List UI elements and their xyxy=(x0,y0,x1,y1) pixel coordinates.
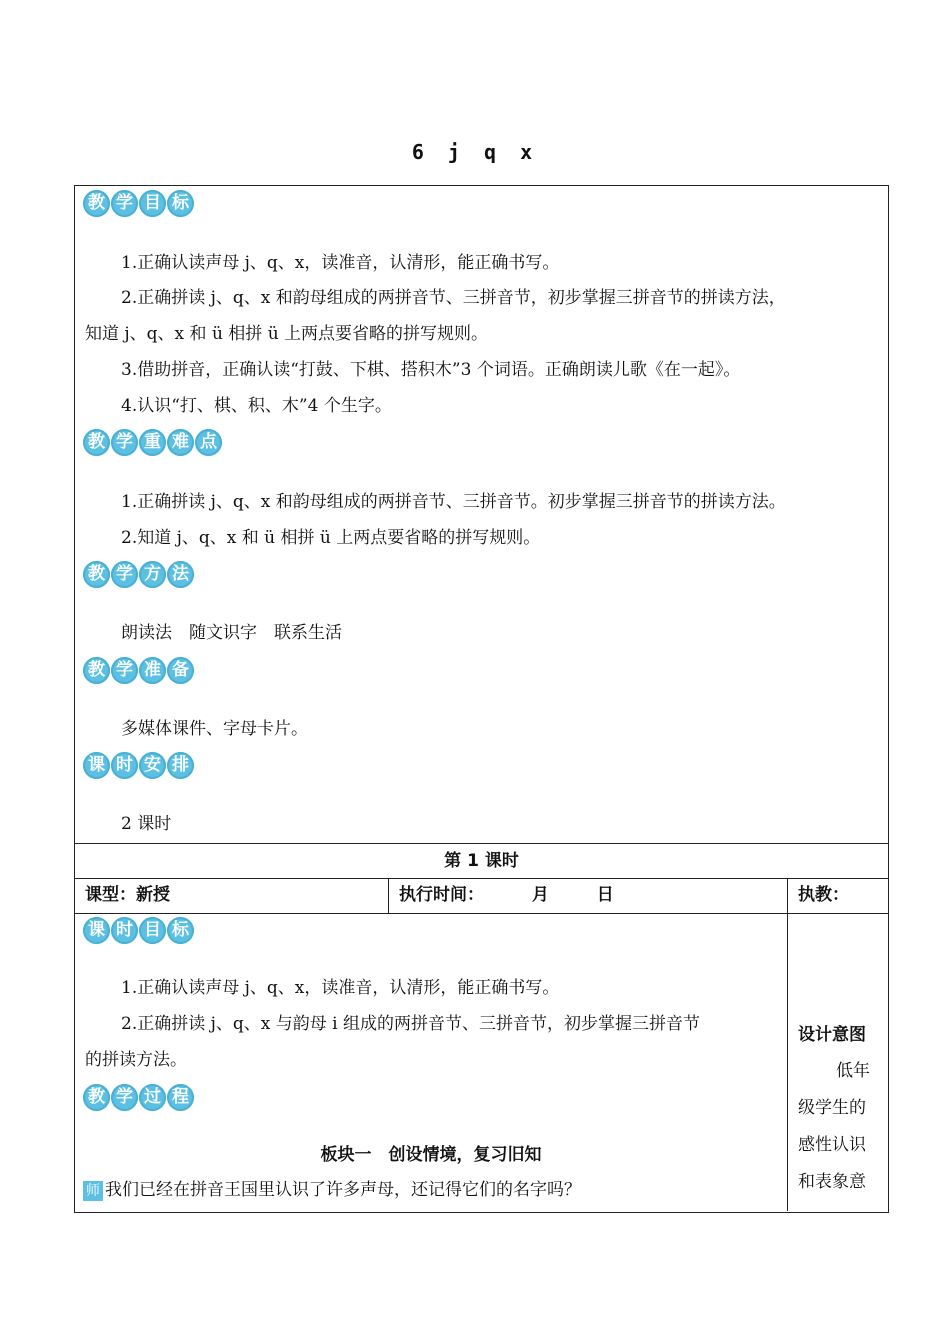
badge-keypoints xyxy=(83,429,223,456)
badge-char: 重 xyxy=(139,429,166,456)
badge-char: 教 xyxy=(83,429,110,456)
badge-char: 程 xyxy=(167,1084,194,1111)
badge-char: 点 xyxy=(195,429,222,456)
lesson-meta-row xyxy=(74,878,889,914)
goal-line: 1.正确认读声母 j、q、x，读准音，认清形，能正确书写。 xyxy=(121,978,560,998)
badge-char: 标 xyxy=(167,190,194,217)
lesson-type: 课型：新授 xyxy=(75,879,389,913)
methods-text: 朗读法 随文识字 联系生活 xyxy=(121,623,342,643)
goal-line: 2.正确拼读 j、q、x 与韵母 i 组成的两拼音节、三拼音节，初步掌握三拼音节 xyxy=(121,1014,701,1034)
badge-char: 课 xyxy=(83,752,110,779)
design-line: 级学生的 xyxy=(798,1098,866,1118)
badge-char: 排 xyxy=(167,752,194,779)
lesson-heading: 第 1 课时 xyxy=(74,843,889,879)
badge-char: 备 xyxy=(167,657,194,684)
badge-char: 学 xyxy=(111,657,138,684)
badge-char: 方 xyxy=(139,561,166,588)
design-intent xyxy=(788,913,888,1211)
badge-char: 准 xyxy=(139,657,166,684)
badge-char: 难 xyxy=(167,429,194,456)
badge-char: 时 xyxy=(111,752,138,779)
badge-char: 时 xyxy=(111,917,138,944)
badge-schedule xyxy=(83,752,195,779)
badge-char: 目 xyxy=(139,190,166,217)
badge-char: 学 xyxy=(111,561,138,588)
block-title: 板块一 创设情境，复习旧知 xyxy=(320,1145,542,1165)
lesson-body xyxy=(74,913,889,1213)
objective-line: 1.正确认读声母 j、q、x，读准音，认清形，能正确书写。 xyxy=(121,253,560,273)
badge-preparation xyxy=(83,657,195,684)
keypoint-line: 2.知道 j、q、x 和 ü 相拼 ü 上两点要省略的拼写规则。 xyxy=(121,528,541,548)
page-title: 6 j q x xyxy=(411,140,539,164)
badge-char: 法 xyxy=(167,561,194,588)
design-line: 和表象意 xyxy=(798,1172,866,1192)
teacher-line xyxy=(83,1180,581,1201)
execution-time xyxy=(389,879,788,913)
teacher-field: 执教： xyxy=(798,885,849,905)
teacher-tag-icon: 师 xyxy=(83,1181,103,1201)
design-line: 低年 xyxy=(836,1061,870,1081)
badge-char: 安 xyxy=(139,752,166,779)
badge-char: 教 xyxy=(83,561,110,588)
badge-char: 学 xyxy=(111,190,138,217)
badge-char: 过 xyxy=(139,1084,166,1111)
badge-char: 学 xyxy=(111,429,138,456)
badge-goals xyxy=(83,917,195,944)
overview-box xyxy=(74,185,889,844)
badge-char: 教 xyxy=(83,657,110,684)
preparation-text: 多媒体课件、字母卡片。 xyxy=(121,719,308,739)
badge-char: 学 xyxy=(111,1084,138,1111)
goal-line: 的拼读方法。 xyxy=(85,1050,187,1070)
badge-char: 课 xyxy=(83,917,110,944)
badge-char: 教 xyxy=(83,190,110,217)
badge-char: 标 xyxy=(167,917,194,944)
design-title: 设计意图 xyxy=(798,1025,866,1045)
objective-line: 4.认识“打、棋、积、木”4 个生字。 xyxy=(121,396,392,416)
badge-process xyxy=(83,1084,195,1111)
badge-methods xyxy=(83,561,195,588)
lesson-main xyxy=(75,913,788,1211)
objective-line: 3.借助拼音，正确认读“打鼓、下棋、搭积木”3 个词语。正确朗读儿歌《在一起》。 xyxy=(121,360,741,380)
keypoint-line: 1.正确拼读 j、q、x 和韵母组成的两拼音节、三拼音节。初步掌握三拼音节的拼读方法。 xyxy=(121,492,786,512)
schedule-text: 2 课时 xyxy=(121,814,172,834)
month-label: 月 xyxy=(531,885,549,905)
objective-line: 2.正确拼读 j、q、x 和韵母组成的两拼音节、三拼音节，初步掌握三拼音节的拼读方法， xyxy=(121,288,786,308)
day-label: 日 xyxy=(596,885,614,905)
teacher-line-text: 我们已经在拼音王国里认识了许多声母，还记得它们的名字吗？ xyxy=(105,1180,581,1200)
badge-char: 目 xyxy=(139,917,166,944)
time-label: 执行时间： xyxy=(399,885,484,905)
objective-line: 知道 j、q、x 和 ü 相拼 ü 上两点要省略的拼写规则。 xyxy=(85,324,489,344)
badge-objectives xyxy=(83,190,195,217)
design-line: 感性认识 xyxy=(798,1135,866,1155)
badge-char: 教 xyxy=(83,1084,110,1111)
